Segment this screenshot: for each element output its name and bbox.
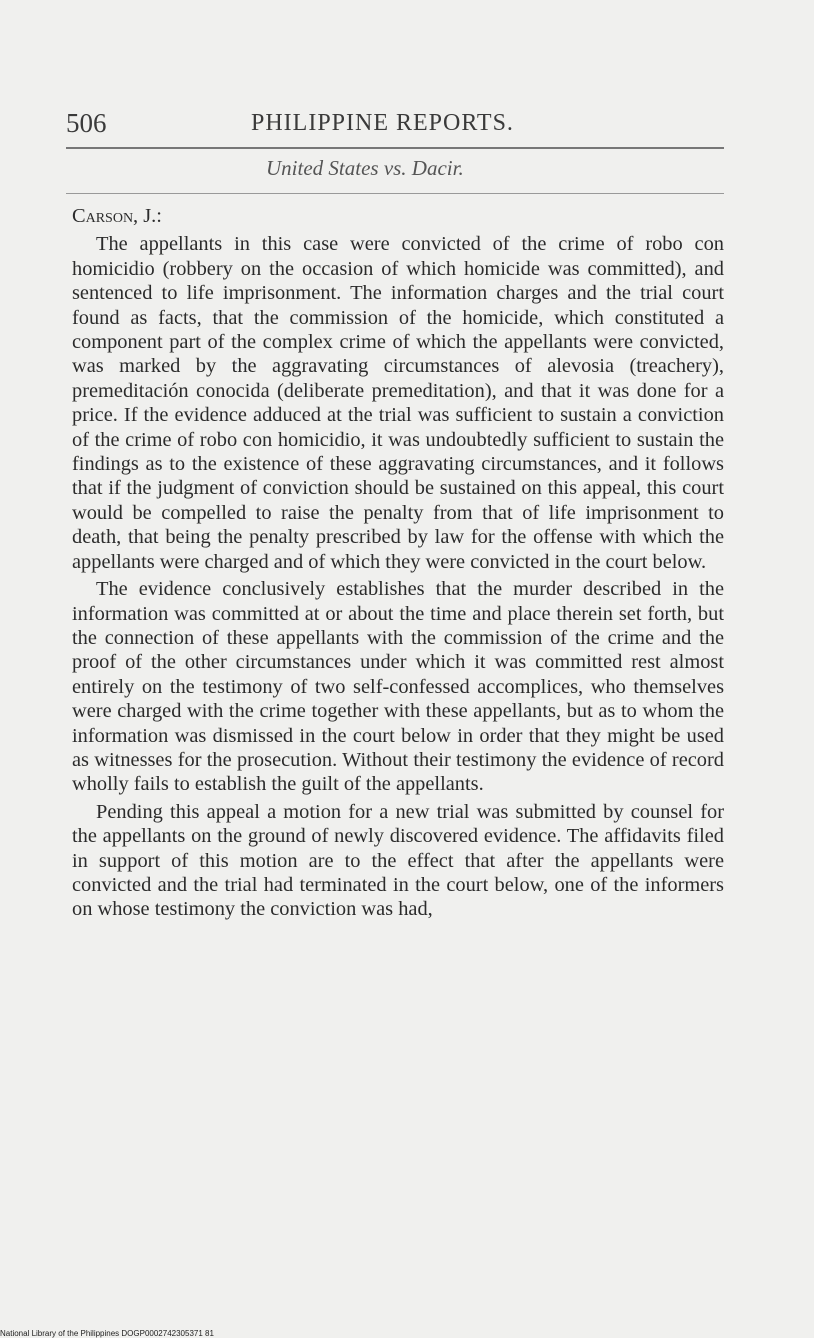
scan-footer: National Library of the Philippines DOGP0002742305371 81 bbox=[0, 1329, 214, 1338]
author-line: Carson, J.: bbox=[72, 205, 162, 227]
case-title-rule bbox=[66, 193, 724, 194]
case-title: United States vs. Dacir. bbox=[266, 156, 464, 180]
paragraph-2: The evidence conclusively establishes that the murder described in the information was committed at or about the time and place therein set forth, but the connection of these appellants with the commission of the crime and the proof of the other circumstances under which it was committed rest almost entirely on the testimony of two self-confessed accomplices, who themselves were charged with the crime together with these appellants, but as to whom the information was dismissed in the court below in order that they might be used as witnesses for the prosecution. Without their testimony the evidence of record wholly fails to establish the guilt of the appellants. bbox=[72, 578, 724, 796]
running-title: PHILIPPINE REPORTS. bbox=[251, 110, 514, 136]
header-rule bbox=[66, 147, 724, 149]
opinion-body bbox=[72, 204, 724, 925]
page-number: 506 bbox=[66, 108, 107, 138]
page-header bbox=[66, 108, 724, 148]
paragraph-1: The appellants in this case were convicted of the crime of robo con homicidio (robbery on the occasion of which homicide was committed), and sentenced to life imprisonment. The information charges and the trial court found as facts, that the commission of the homicide, which constituted a component part of the complex crime of which the appellants were convicted, was marked by the aggravating circumstances of alevosia (treachery), premeditación conocida (deliberate premeditation), and that it was done for a price. If the evidence adduced at the trial was sufficient to sustain a conviction of the crime of robo con homicidio, it was undoubtedly sufficient to sustain the findings as to the existence of these aggravating circumstances, and it follows that if the judgment of conviction should be sustained on this appeal, this court would be compelled to raise the penalty from that of life imprisonment to death, that being the penalty prescribed by law for the offense with which the appellants were charged and of which they were convicted in the court below. bbox=[72, 233, 724, 573]
paragraph-3: Pending this appeal a motion for a new trial was submitted by counsel for the appellants on the ground of newly discovered evidence. The affidavits filed in support of this motion are to the effect that after the appellants were convicted and the trial had terminated in the court below, one of the informers on whose testimony the conviction was had, bbox=[72, 800, 724, 921]
